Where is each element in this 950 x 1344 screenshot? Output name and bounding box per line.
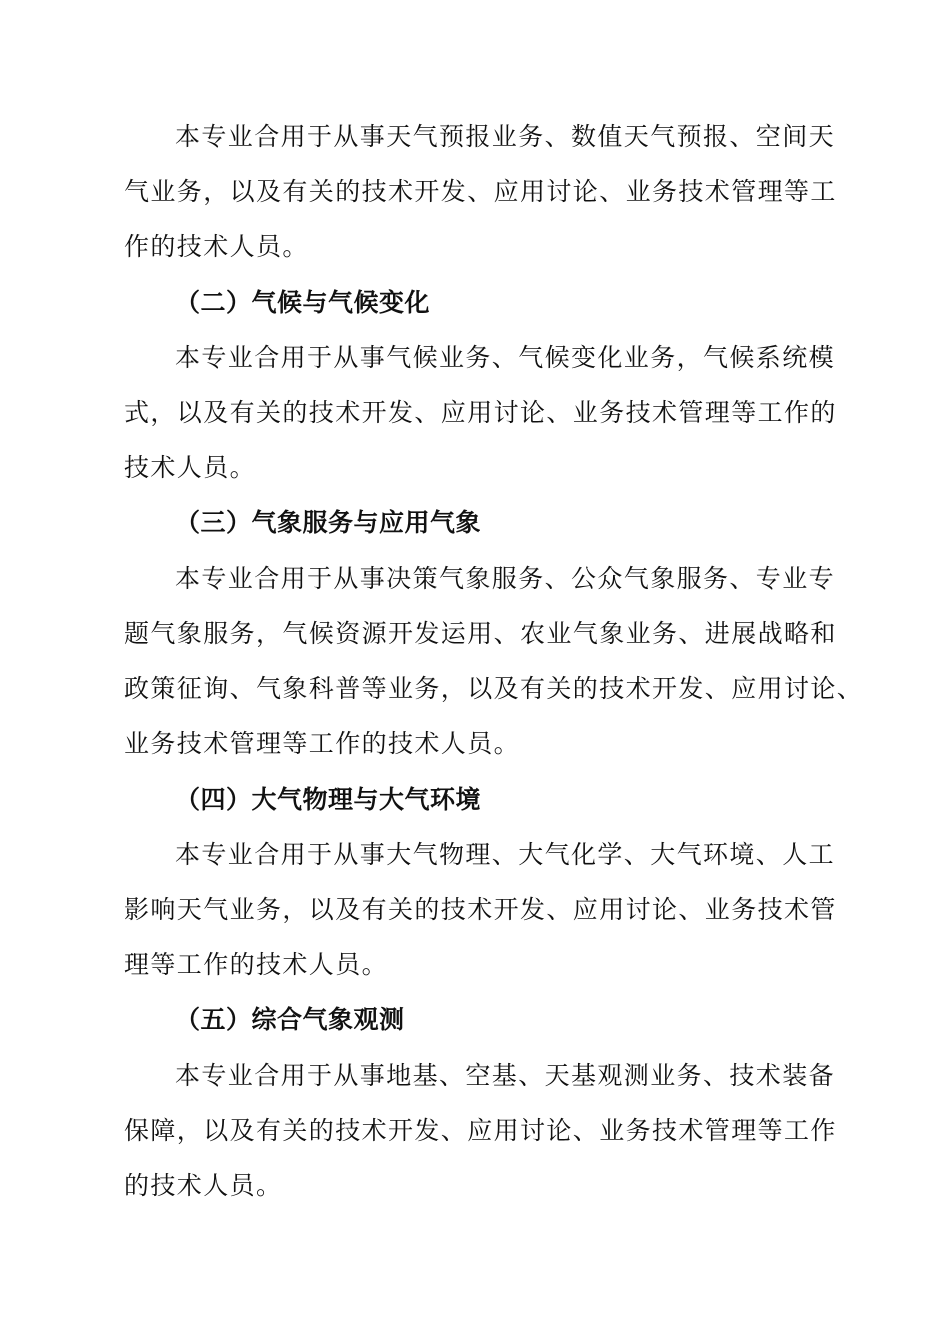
paragraph-line: 影响天气业务，以及有关的技术开发、应用讨论、业务技术管 xyxy=(124,895,837,924)
paragraph-line: 作的技术人员。 xyxy=(124,232,309,261)
paragraph-line: 业务技术管理等工作的技术人员。 xyxy=(124,729,521,758)
paragraph-line: 本专业合用于从事地基、空基、天基观测业务、技术装备 xyxy=(175,1061,836,1090)
section-heading-meteorological-service: （三）气象服务与应用气象 xyxy=(175,508,482,537)
paragraph-line: 气业务，以及有关的技术开发、应用讨论、业务技术管理等工 xyxy=(124,177,837,206)
paragraph-line: 理等工作的技术人员。 xyxy=(124,950,389,979)
paragraph-line: 本专业合用于从事决策气象服务、公众气象服务、专业专 xyxy=(175,564,836,593)
paragraph-line: 的技术人员。 xyxy=(124,1171,283,1200)
paragraph-line: 本专业合用于从事气候业务、气候变化业务，气候系统模 xyxy=(175,343,836,372)
paragraph-line: 本专业合用于从事天气预报业务、数值天气预报、空间天 xyxy=(175,122,836,151)
section-heading-climate: （二）气候与气候变化 xyxy=(175,288,431,317)
paragraph-line: 式，以及有关的技术开发、应用讨论、业务技术管理等工作的 xyxy=(124,398,837,427)
section-heading-observation: （五）综合气象观测 xyxy=(175,1005,405,1034)
paragraph-line: 技术人员。 xyxy=(124,453,257,482)
section-heading-atmospheric-physics: （四）大气物理与大气环境 xyxy=(175,785,482,814)
paragraph-line: 政策征询、气象科普等业务，以及有关的技术开发、应用讨论、 xyxy=(124,674,864,703)
paragraph-line: 本专业合用于从事大气物理、大气化学、大气环境、人工 xyxy=(175,840,836,869)
paragraph-line: 题气象服务，气候资源开发运用、农业气象业务、进展战略和 xyxy=(124,619,837,648)
paragraph-line: 保障，以及有关的技术开发、应用讨论、业务技术管理等工作 xyxy=(124,1116,837,1145)
